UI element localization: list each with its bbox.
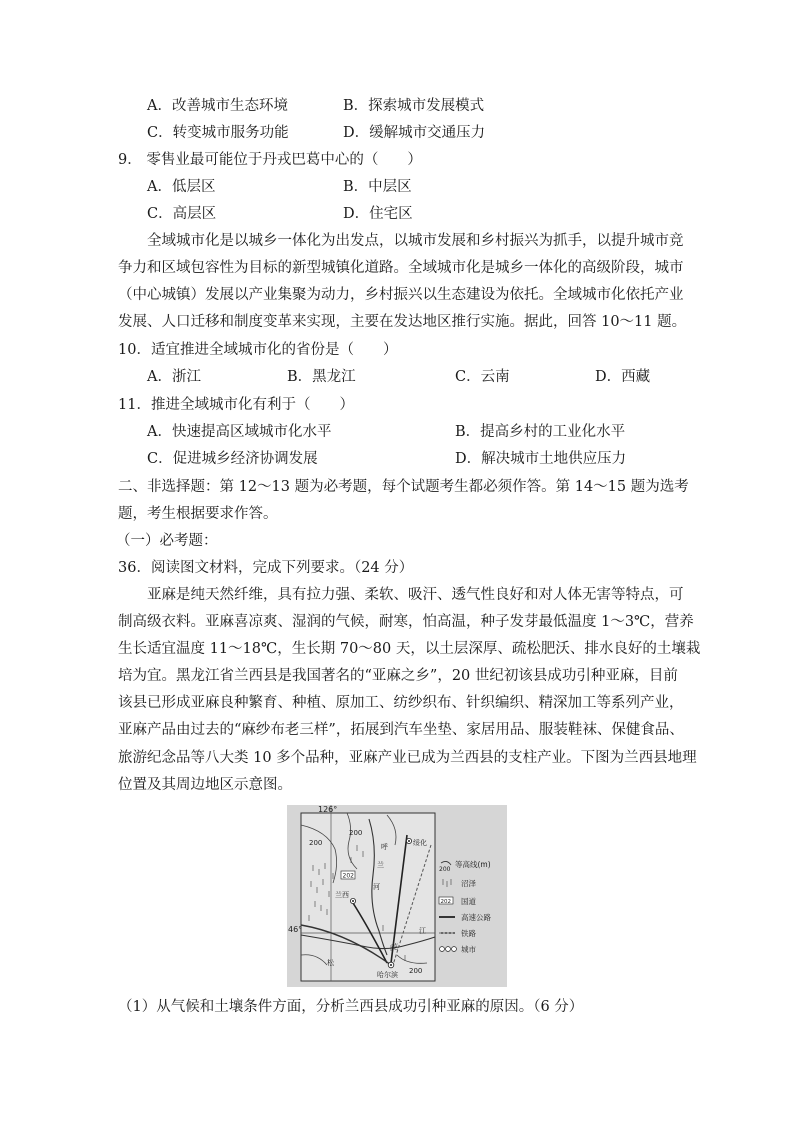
river-label-he: 河 (373, 883, 380, 891)
river-label-hu: 呼 (381, 843, 388, 851)
city-label-lanxi: 兰西 (335, 891, 349, 899)
contour-label-3: 200 (409, 967, 423, 975)
road-shield-label: 202 (342, 872, 354, 880)
river-label-hua: 花 (391, 943, 398, 951)
passage2-line-1: 亚麻是纯天然纤维，具有拉力强、柔软、吸汗、透气性良好和对人体无害等特点，可 (147, 587, 684, 603)
passage2-line-3: 生长适宜温度 11～18℃，生长期 70～80 天，以土层深厚、疏松肥沃、排水良好的土壤栽 (118, 641, 701, 657)
q11-option-b: B．提高乡村的工业化水平 (455, 424, 626, 440)
city-label-suihua: 绥化 (413, 839, 427, 847)
q36-stem: 36．阅读图文材料，完成下列要求。（24 分） (118, 560, 414, 576)
q9-option-a: A．低层区 (147, 179, 216, 195)
q9-stem: 9． 零售业最可能位于丹戎巴葛中心的（ ） (118, 152, 422, 168)
river-label-jiang: 江 (419, 927, 426, 935)
passage2-line-5: 该县已形成亚麻良种繁育、种植、原加工、纺纱织布、针织编织、精深加工等系列产业， (118, 695, 684, 711)
passage1-line-1: 全域城市化是以城乡一体化为出发点，以城市发展和乡村振兴为抓手，以提升城市竞 (147, 233, 684, 249)
river-label-song: 松 (327, 959, 334, 967)
passage2-line-6: 亚麻产品由过去的“麻纱布老三样”，拓展到汽车坐垫、家居用品、服装鞋袜、保健食品、 (118, 722, 684, 738)
contour-label-2: 200 (349, 829, 363, 837)
passage1-line-3: （中心城镇）发展以产业集聚为动力，乡村振兴以生态建设为依托。全域城市化依托产业 (118, 287, 684, 303)
legend-expressway-label: 高速公路 (461, 913, 491, 922)
passage2-line-2: 制高级衣料。亚麻喜凉爽、湿润的气候，耐寒，怕高温，种子发芽最低温度 1～3℃，营养 (118, 614, 694, 630)
q36-subquestion-1: （1）从气候和土壤条件方面，分析兰西县成功引种亚麻的原因。（6 分） (118, 999, 584, 1015)
city-label-harbin: 哈尔滨 (377, 971, 398, 979)
passage2-line-8: 位置及其周边地区示意图。 (118, 777, 292, 793)
latitude-label: 46° (288, 925, 303, 934)
contour-label-1: 200 (309, 839, 323, 847)
river-label-lan: 兰 (377, 861, 384, 869)
q8-option-a: A．改善城市生态环境 (147, 98, 288, 114)
q11-option-a: A．快速提高区域城市化水平 (147, 424, 332, 440)
lanxi-location-map (287, 805, 507, 987)
q10-stem: 10．适宜推进全域城市化的省份是（ ） (118, 342, 398, 358)
q11-option-c: C．促进城乡经济协调发展 (147, 451, 318, 467)
passage1-line-2: 争力和区域包容性为目标的新型城镇化道路。全域城市化是城乡一体化的高级阶段，城市 (118, 260, 684, 276)
legend-marsh-label: 沼泽 (461, 879, 476, 888)
q8-option-c: C．转变城市服务功能 (147, 125, 289, 141)
section2-line-2: 题，考生根据要求作答。 (118, 506, 278, 522)
legend-road-value: 202 (440, 899, 451, 905)
passage2-line-7: 旅游纪念品等八大类 10 多个品种，亚麻产业已成为兰西县的支柱产业。下图为兰西县地理 (118, 750, 697, 766)
q9-option-d: D．住宅区 (343, 206, 413, 222)
q10-option-b: B．黑龙江 (287, 369, 356, 385)
legend-city-label: 城市 (461, 945, 476, 954)
passage2-line-4: 培为宜。黑龙江省兰西县是我国著名的“亚麻之乡”，20 世纪初该县成功引种亚麻，目前 (118, 668, 678, 684)
q8-option-b: B．探索城市发展模式 (343, 98, 485, 114)
q9-option-c: C．高层区 (147, 206, 217, 222)
q11-option-d: D．解决城市土地供应压力 (455, 451, 627, 467)
q8-option-d: D．缓解城市交通压力 (343, 125, 486, 141)
q9-option-b: B．中层区 (343, 179, 412, 195)
legend-railway-label: 铁路 (461, 929, 476, 938)
q10-option-d: D．西藏 (595, 369, 651, 385)
q10-option-c: C．云南 (455, 369, 510, 385)
legend-contour-label: 等高线(m) (455, 860, 491, 869)
q11-stem: 11．推进全域城市化有利于（ ） (118, 397, 354, 413)
passage1-line-4: 发展、人口迁移和制度变革来实现，主要在发达地区推行实施。据此，回答 10～11 题。 (118, 314, 687, 330)
q10-option-a: A．浙江 (147, 369, 201, 385)
legend-contour-value: 200 (439, 866, 451, 873)
section2-line-1: 二、非选择题：第 12～13 题为必考题，每个试题考生都必须作答。第 14～15 题为选考 (118, 479, 689, 495)
legend-national-road-label: 国道 (461, 897, 476, 906)
required-section-label: （一）必考题： (116, 533, 218, 549)
longitude-label: 126° (318, 805, 338, 814)
